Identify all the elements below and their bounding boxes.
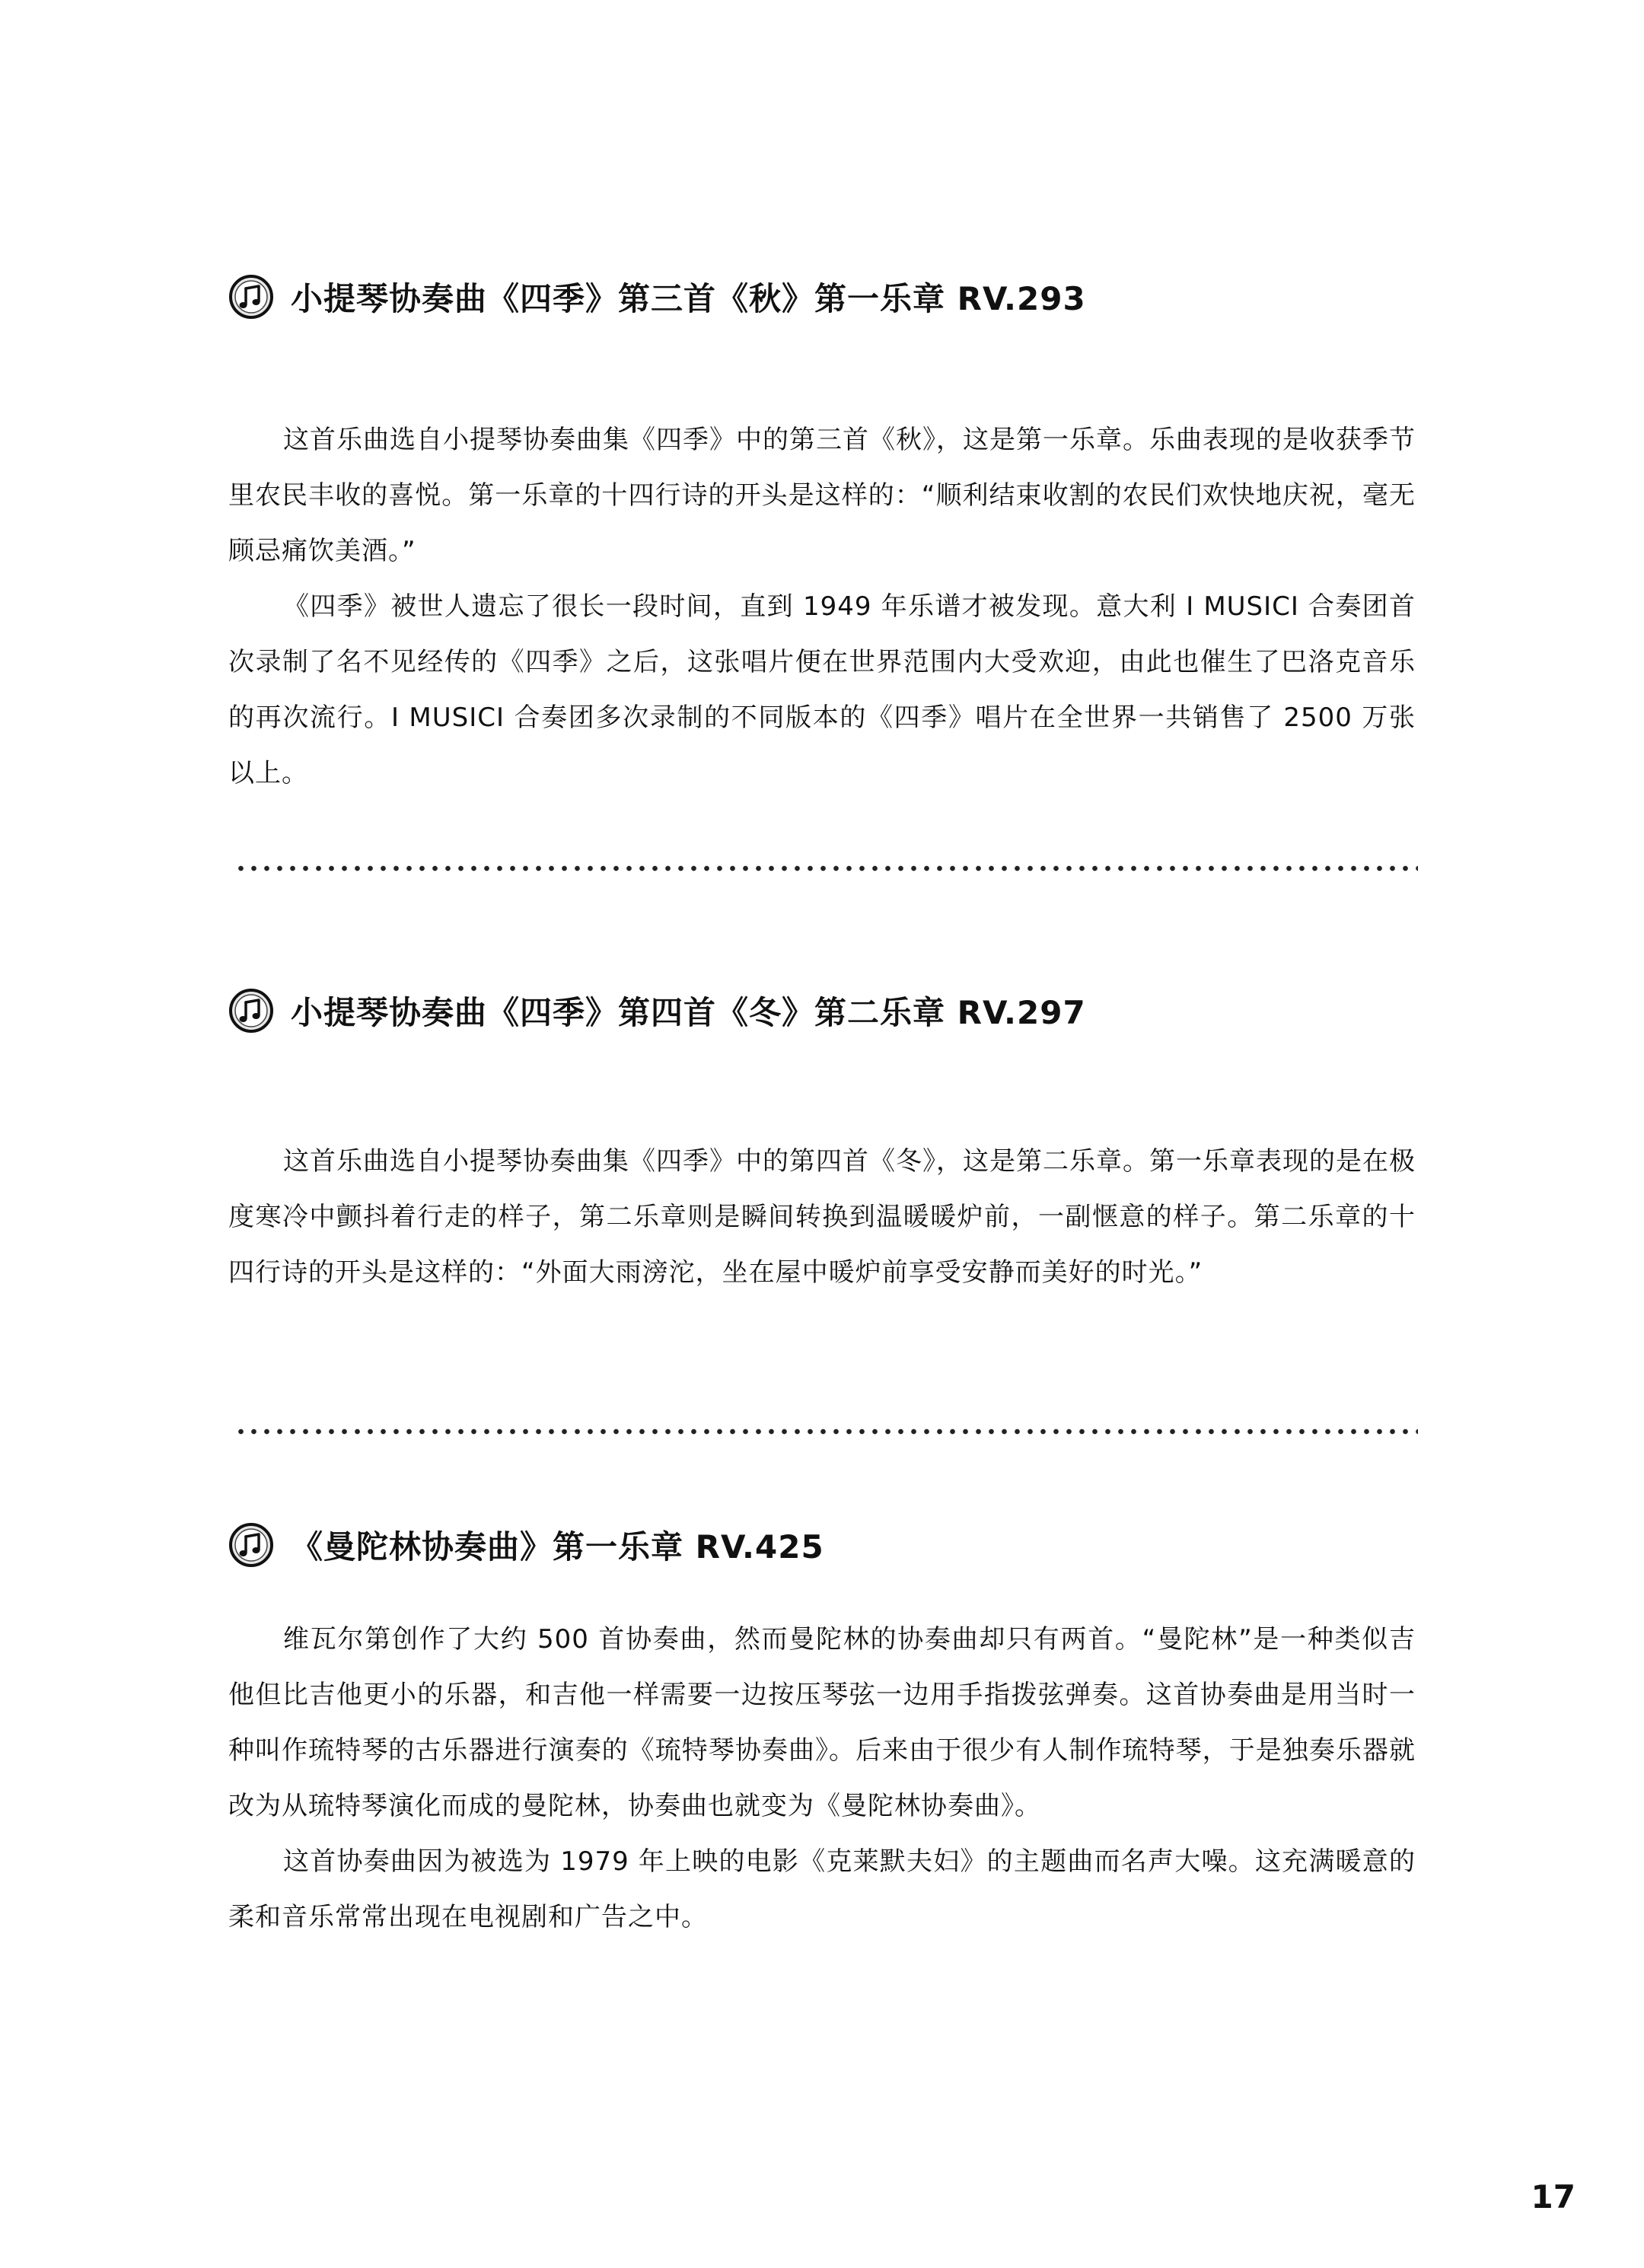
section-title: 小提琴协奏曲《四季》第三首《秋》第一乐章 RV.293 <box>291 280 1086 317</box>
paragraph: 这首协奏曲因为被选为 1979 年上映的电影《克莱默夫妇》的主题曲而名声大噪。这充满暖意的柔和音乐常常出现在电视剧和广告之中。 <box>228 1846 1416 1932</box>
section-heading <box>228 1515 1416 1575</box>
section-mandolin <box>228 1515 1416 1945</box>
paragraph: 这首乐曲选自小提琴协奏曲集《四季》中的第三首《秋》，这是第一乐章。乐曲表现的是收获季节里农民丰收的喜悦。第一乐章的十四行诗的开头是这样的：“顺利结束收割的农民们欢快地庆祝，毫无顾忌痛饮美酒。” <box>228 425 1416 566</box>
section-heading <box>228 266 1416 327</box>
section-winter <box>228 980 1416 1301</box>
dotted-divider <box>234 865 1418 872</box>
section-title: 小提琴协奏曲《四季》第四首《冬》第二乐章 RV.297 <box>291 994 1086 1031</box>
page-number: 17 <box>1531 2178 1576 2215</box>
paragraph: 维瓦尔第创作了大约 500 首协奏曲，然而曼陀林的协奏曲却只有两首。“曼陀林”是一种类似吉他但比吉他更小的乐器，和吉他一样需要一边按压琴弦一边用手指拨弦弹奏。这首协奏曲是用当时一种叫作琉特琴的古乐器进行演奏的《琉特琴协奏曲》。后来由于很少有人制作琉特琴，于是独奏乐器就改为从琉特琴演化而成的曼陀林，协奏曲也就变为《曼陀林协奏曲》。 <box>228 1624 1416 1821</box>
paragraph: 《四季》被世人遗忘了很长一段时间，直到 1949 年乐谱才被发现。意大利 I MUSICI 合奏团首次录制了名不见经传的《四季》之后，这张唱片便在世界范围内大受欢迎，由此也催生了巴洛克音乐的再次流行。I MUSICI 合奏团多次录制的不同版本的《四季》唱片在全世界一共销售了 2500 万张以上。 <box>228 591 1416 788</box>
music-note-icon <box>228 1522 274 1568</box>
section-heading <box>228 980 1416 1041</box>
music-note-icon <box>228 274 274 320</box>
dotted-divider <box>234 1428 1418 1435</box>
music-note-icon <box>228 988 274 1034</box>
section-title: 《曼陀林协奏曲》第一乐章 RV.425 <box>291 1528 824 1566</box>
section-autumn <box>228 266 1416 801</box>
paragraph: 这首乐曲选自小提琴协奏曲集《四季》中的第四首《冬》，这是第二乐章。第一乐章表现的是在极度寒冷中颤抖着行走的样子，第二乐章则是瞬间转换到温暖暖炉前，一副惬意的样子。第二乐章的十四行诗的开头是这样的：“外面大雨滂沱，坐在屋中暖炉前享受安静而美好的时光。” <box>228 1146 1416 1288</box>
